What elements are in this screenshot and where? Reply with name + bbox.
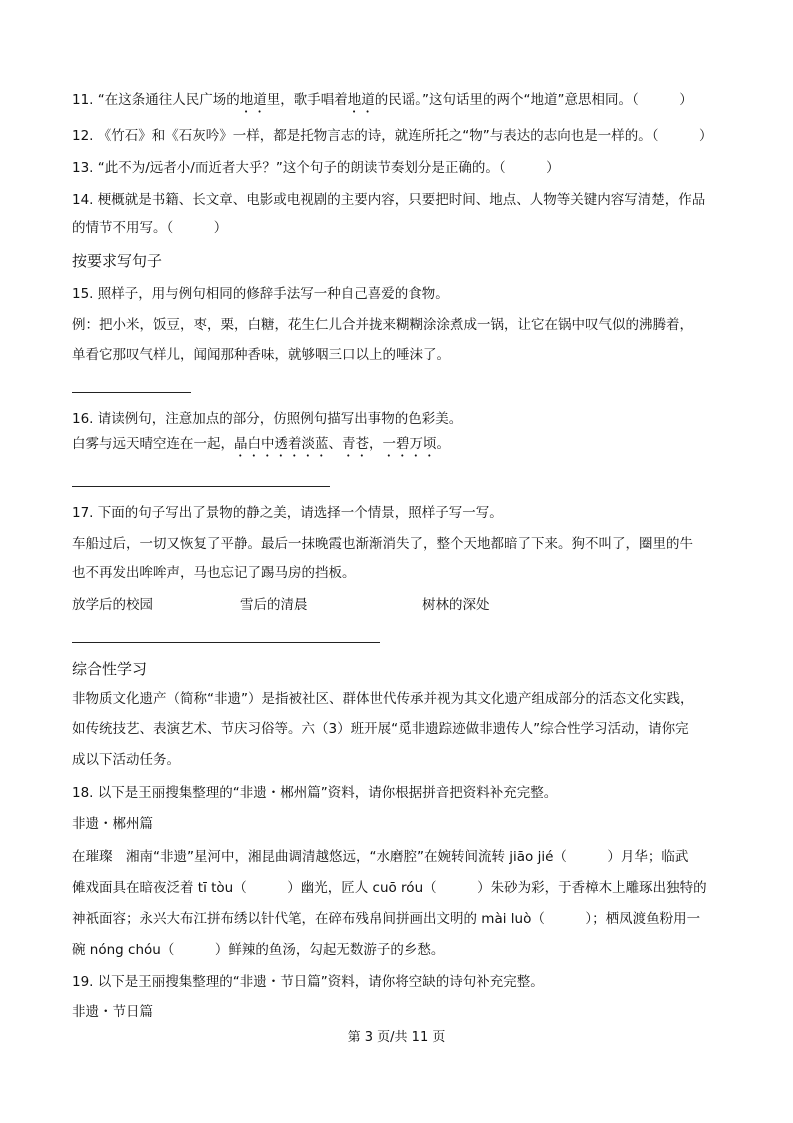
question-18-subtitle: 非遗・郴州篇	[72, 816, 153, 832]
question-14-line1: 14. 梗概就是书籍、长文章、电影或电视剧的主要内容，只要把时间、地点、人物等关键内容写清楚，作品	[72, 192, 706, 208]
emphasis-word: 地道	[239, 92, 267, 108]
answer-line[interactable]	[72, 642, 380, 643]
emphasis-phrase: 晶白中透着淡蓝、青苍，一碧万顷	[234, 436, 437, 452]
question-18-line2: 傩戏面具在暗夜泛着 tī tòu（ ）幽光，匠人 cuō róu（ ）朱砂为彩，于香樟木上雕琢出独特的	[72, 880, 707, 896]
question-18-line3: 神祇面容；永兴大布江拼布绣以针代笔，在碎布残帛间拼画出文明的 mài luò（ ）；栖凤渡鱼粉用一	[72, 911, 701, 927]
question-17-example-line2: 也不再发出哞哞声，马也忘记了踢马房的挡板。	[72, 565, 356, 581]
emphasis-word: 地道	[347, 92, 375, 108]
question-15-prompt: 15. 照样子，用与例句相同的修辞手法写一种自己喜爱的食物。	[72, 286, 449, 302]
question-16-prompt: 16. 请读例句，注意加点的部分，仿照例句描写出事物的色彩美。	[72, 411, 463, 427]
question-14-line2: 的情节不用写。（ ）	[72, 220, 228, 236]
question-17-prompt: 17. 下面的句子写出了景物的静之美，请选择一个情景，照样子写一写。	[72, 505, 503, 521]
question-17-example-line1: 车船过后，一切又恢复了平静。最后一抹晚霞也渐渐消失了，整个天地都暗了下来。狗不叫了，圈里的牛	[72, 536, 693, 552]
answer-line[interactable]	[72, 486, 330, 487]
section-heading-comprehensive: 综合性学习	[72, 660, 148, 678]
question-19-prompt: 19. 以下是王丽搜集整理的“非遗・节日篇”资料，请你将空缺的诗句补充完整。	[72, 974, 544, 990]
question-19-subtitle: 非遗・节日篇	[72, 1004, 153, 1020]
question-18-prompt: 18. 以下是王丽搜集整理的“非遗・郴州篇”资料，请你根据拼音把资料补充完整。	[72, 785, 558, 801]
question-15-example-line1: 例：把小米，饭豆，枣，栗，白糖，花生仁儿合并拢来糊糊涂涂煮成一锅，让它在锅中叹气似的沸腾着，	[72, 317, 693, 333]
question-13: 13. “此不为/远者小/而近者大乎？”这个句子的朗读节奏划分是正确的。（ ）	[72, 160, 560, 176]
intro-line3: 成以下活动任务。	[72, 752, 180, 768]
question-18-line1: 在璀璨 湘南“非遗”星河中，湘昆曲调清越悠远，“水磨腔”在婉转间流转 jiāo jié（ ）月华；临武	[72, 849, 689, 865]
intro-line1: 非物质文化遗产（简称“非遗”）是指被社区、群体世代传承并视为其文化遗产组成部分的活态文化实践，	[72, 691, 694, 707]
page-footer: 第 3 页/共 11 页	[347, 1030, 446, 1045]
question-11: 11. “在这条通往人民广场的地道里，歌手唱着地道的民谣。”这句话里的两个“地道”意思相同。（ ）	[72, 92, 693, 108]
intro-line2: 如传统技艺、表演艺术、节庆习俗等。六（3）班开展“觅非遗踪迹做非遗传人”综合性学习活动，请你完	[72, 721, 689, 737]
question-18-line4: 碗 nóng chóu（ ）鲜辣的鱼汤，勾起无数游子的乡愁。	[72, 942, 445, 958]
question-15-example-line2: 单看它那叹气样儿，闻闻那种香味，就够咽三口以上的唾沫了。	[72, 347, 450, 363]
option-3: 树林的深处	[422, 597, 490, 613]
option-1: 放学后的校园	[72, 597, 153, 613]
section-heading-sentences: 按要求写句子	[72, 252, 163, 270]
answer-line[interactable]	[72, 392, 191, 393]
question-12: 12. 《竹石》和《石灰吟》一样，都是托物言志的诗，就连所托之“物”与表达的志向也是一样的。（ ）	[72, 128, 713, 144]
question-16-example: 白雾与远天晴空连在一起，晶白中透着淡蓝、青苍，一碧万顷。	[72, 436, 450, 452]
option-2: 雪后的清晨	[240, 597, 308, 613]
